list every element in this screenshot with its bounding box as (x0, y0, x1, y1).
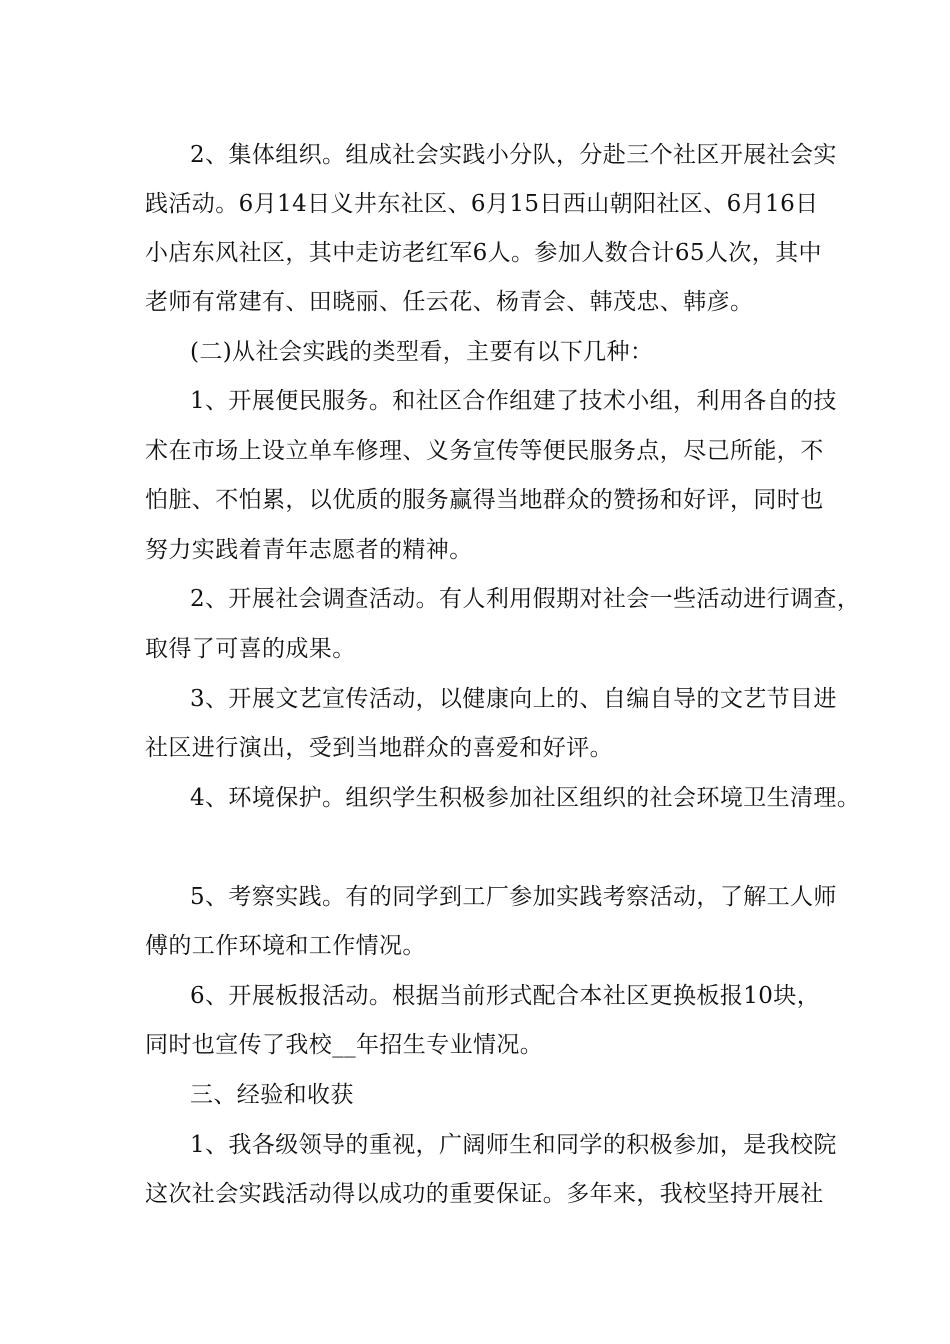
paragraph-line: 术在市场上设立单车修理、义务宣传等便民服务点，尽己所能，不 (145, 438, 824, 464)
paragraph-line: 1、我各级领导的重视，广阔师生和同学的积极参加，是我校院 (190, 1132, 837, 1158)
paragraph-line: 小店东风社区，其中走访老红军6人。参加人数合计65人次，其中 (145, 240, 822, 266)
paragraph-line: 傅的工作环境和工作情况。 (145, 933, 426, 959)
section-heading: (二)从社会实践的类型看，主要有以下几种： (190, 339, 654, 365)
paragraph-line: 取得了可喜的成果。 (145, 636, 356, 662)
paragraph-line: 3、开展文艺宣传活动，以健康向上的、自编自导的文艺节目进 (190, 686, 837, 712)
paragraph-line: 社区进行演出，受到当地群众的喜爱和好评。 (145, 735, 613, 761)
paragraph-line: 努力实践着青年志愿者的精神。 (145, 537, 473, 563)
paragraph-line: 这次社会实践活动得以成功的重要保证。多年来，我校坚持开展社 (145, 1181, 824, 1207)
section-heading: 三、经验和收获 (190, 1082, 354, 1108)
paragraph-line: 践活动。6月14日义井东社区、6月15日西山朝阳社区、6月16日 (145, 191, 819, 217)
paragraph-line: 2、开展社会调查活动。有人利用假期对社会一些活动进行调查， (190, 586, 861, 612)
paragraph-line: 2、集体组织。组成社会实践小分队，分赴三个社区开展社会实 (190, 142, 837, 168)
paragraph-line: 5、考察实践。有的同学到工厂参加实践考察活动，了解工人师 (190, 884, 837, 910)
paragraph-line: 1、开展便民服务。和社区合作组建了技术小组，利用各自的技 (190, 388, 837, 414)
paragraph-line: 怕脏、不怕累，以优质的服务赢得当地群众的赞扬和好评，同时也 (145, 487, 824, 513)
paragraph-line: 4、环境保护。组织学生积极参加社区组织的社会环境卫生清理。 (190, 785, 861, 811)
paragraph-line: 同时也宣传了我校__年招生专业情况。 (145, 1032, 544, 1058)
paragraph-line: 老师有常建有、田晓丽、任云花、杨青会、韩茂忠、韩彦。 (145, 289, 754, 315)
paragraph-line: 6、开展板报活动。根据当前形式配合本社区更换板报10块， (190, 983, 821, 1009)
